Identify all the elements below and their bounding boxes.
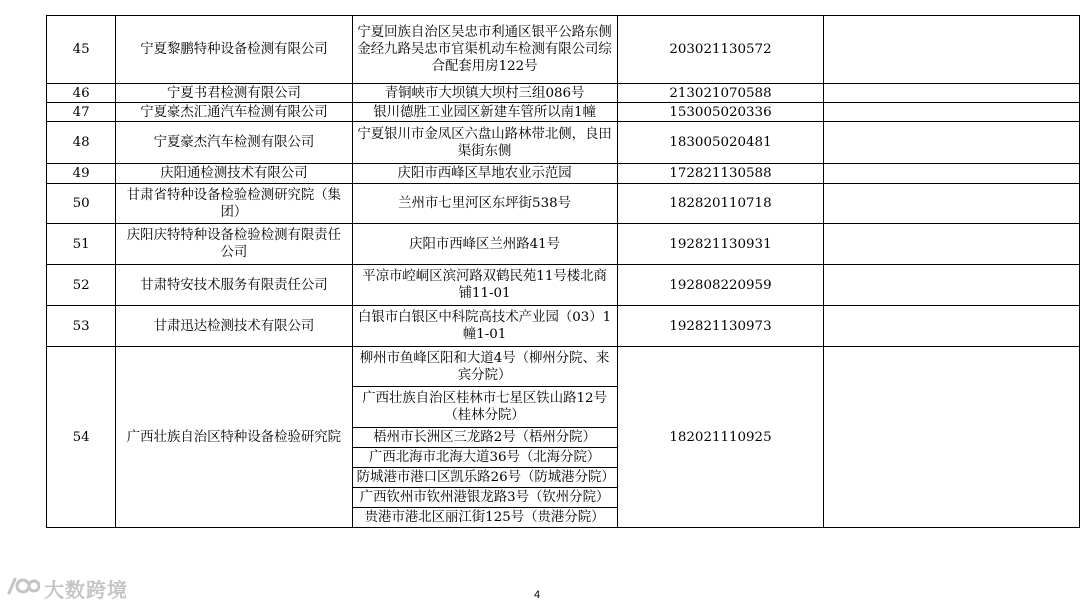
watermark-text: 大数跨境	[44, 578, 128, 602]
license-code: 182021110925	[617, 347, 824, 528]
row-number: 54	[47, 347, 116, 528]
company-address: 青铜峡市大坝镇大坝村三组086号	[352, 84, 617, 103]
company-name: 宁夏书君检测有限公司	[116, 84, 353, 103]
company-address: 兰州市七里河区东坪街538号	[352, 184, 617, 224]
branch-address: 贵港市港北区丽江街125号（贵港分院）	[352, 508, 617, 528]
row-number: 53	[47, 306, 116, 347]
logo-icon	[6, 575, 40, 602]
table-row	[47, 164, 1080, 184]
row-number: 47	[47, 103, 116, 122]
table-row	[47, 103, 1080, 122]
empty-cell	[824, 184, 1080, 224]
row-number: 46	[47, 84, 116, 103]
table-row	[47, 265, 1080, 306]
company-address: 银川德胜工业园区新建车管所以南1幢	[352, 103, 617, 122]
license-code: 192808220959	[617, 265, 824, 306]
branch-address: 柳州市鱼峰区阳和大道4号（柳州分院、来宾分院）	[352, 347, 617, 387]
empty-cell	[824, 122, 1080, 164]
empty-cell	[824, 103, 1080, 122]
row-number: 49	[47, 164, 116, 184]
company-name: 甘肃特安技术服务有限责任公司	[116, 265, 353, 306]
table-row	[47, 184, 1080, 224]
row-number: 48	[47, 122, 116, 164]
row-number: 50	[47, 184, 116, 224]
license-code: 213021070588	[617, 84, 824, 103]
license-code: 192821130931	[617, 224, 824, 265]
institution-table	[46, 15, 1080, 528]
company-name: 广西壮族自治区特种设备检验研究院	[116, 347, 353, 528]
table-row	[47, 84, 1080, 103]
company-address: 宁夏回族自治区吴忠市利通区银平公路东侧金经九路吴忠市官渠机动车检测有限公司综合配套用房122号	[352, 16, 617, 84]
company-address: 庆阳市西峰区兰州路41号	[352, 224, 617, 265]
license-code: 153005020336	[617, 103, 824, 122]
row-number: 45	[47, 16, 116, 84]
company-name: 宁夏豪杰汇通汽车检测有限公司	[116, 103, 353, 122]
company-name: 宁夏豪杰汽车检测有限公司	[116, 122, 353, 164]
company-name: 庆阳庆特特种设备检验检测有限责任公司	[116, 224, 353, 265]
empty-cell	[824, 16, 1080, 84]
company-name: 甘肃迅达检测技术有限公司	[116, 306, 353, 347]
empty-cell	[824, 306, 1080, 347]
company-address: 庆阳市西峰区旱地农业示范园	[352, 164, 617, 184]
company-name: 庆阳通检测技术有限公司	[116, 164, 353, 184]
row-number: 51	[47, 224, 116, 265]
branch-address: 梧州市长洲区三龙路2号（梧州分院）	[352, 428, 617, 448]
license-code: 203021130572	[617, 16, 824, 84]
table-row	[47, 122, 1080, 164]
empty-cell	[824, 347, 1080, 528]
table-row	[47, 347, 1080, 387]
empty-cell	[824, 84, 1080, 103]
row-number: 52	[47, 265, 116, 306]
branch-address: 广西壮族自治区桂林市七星区铁山路12号（桂林分院）	[352, 387, 617, 428]
branch-address: 防城港市港口区凯乐路26号（防城港分院）	[352, 468, 617, 488]
company-name: 甘肃省特种设备检验检测研究院（集团）	[116, 184, 353, 224]
company-address: 白银市白银区中科院高技术产业园（03）1幢1-01	[352, 306, 617, 347]
company-address: 平凉市崆峒区滨河路双鹤民苑11号楼北商铺11-01	[352, 265, 617, 306]
company-address: 宁夏银川市金凤区六盘山路林带北侧，良田渠街东侧	[352, 122, 617, 164]
empty-cell	[824, 224, 1080, 265]
license-code: 183005020481	[617, 122, 824, 164]
watermark	[6, 574, 128, 603]
branch-address: 广西北海市北海大道36号（北海分院）	[352, 448, 617, 468]
table-row	[47, 16, 1080, 84]
empty-cell	[824, 164, 1080, 184]
table-row	[47, 306, 1080, 347]
license-code: 182820110718	[617, 184, 824, 224]
page-number: 4	[534, 589, 541, 601]
table-row	[47, 224, 1080, 265]
branch-address: 广西钦州市钦州港银龙路3号（钦州分院）	[352, 488, 617, 508]
license-code: 192821130973	[617, 306, 824, 347]
company-name: 宁夏黎鹏特种设备检测有限公司	[116, 16, 353, 84]
license-code: 172821130588	[617, 164, 824, 184]
empty-cell	[824, 265, 1080, 306]
